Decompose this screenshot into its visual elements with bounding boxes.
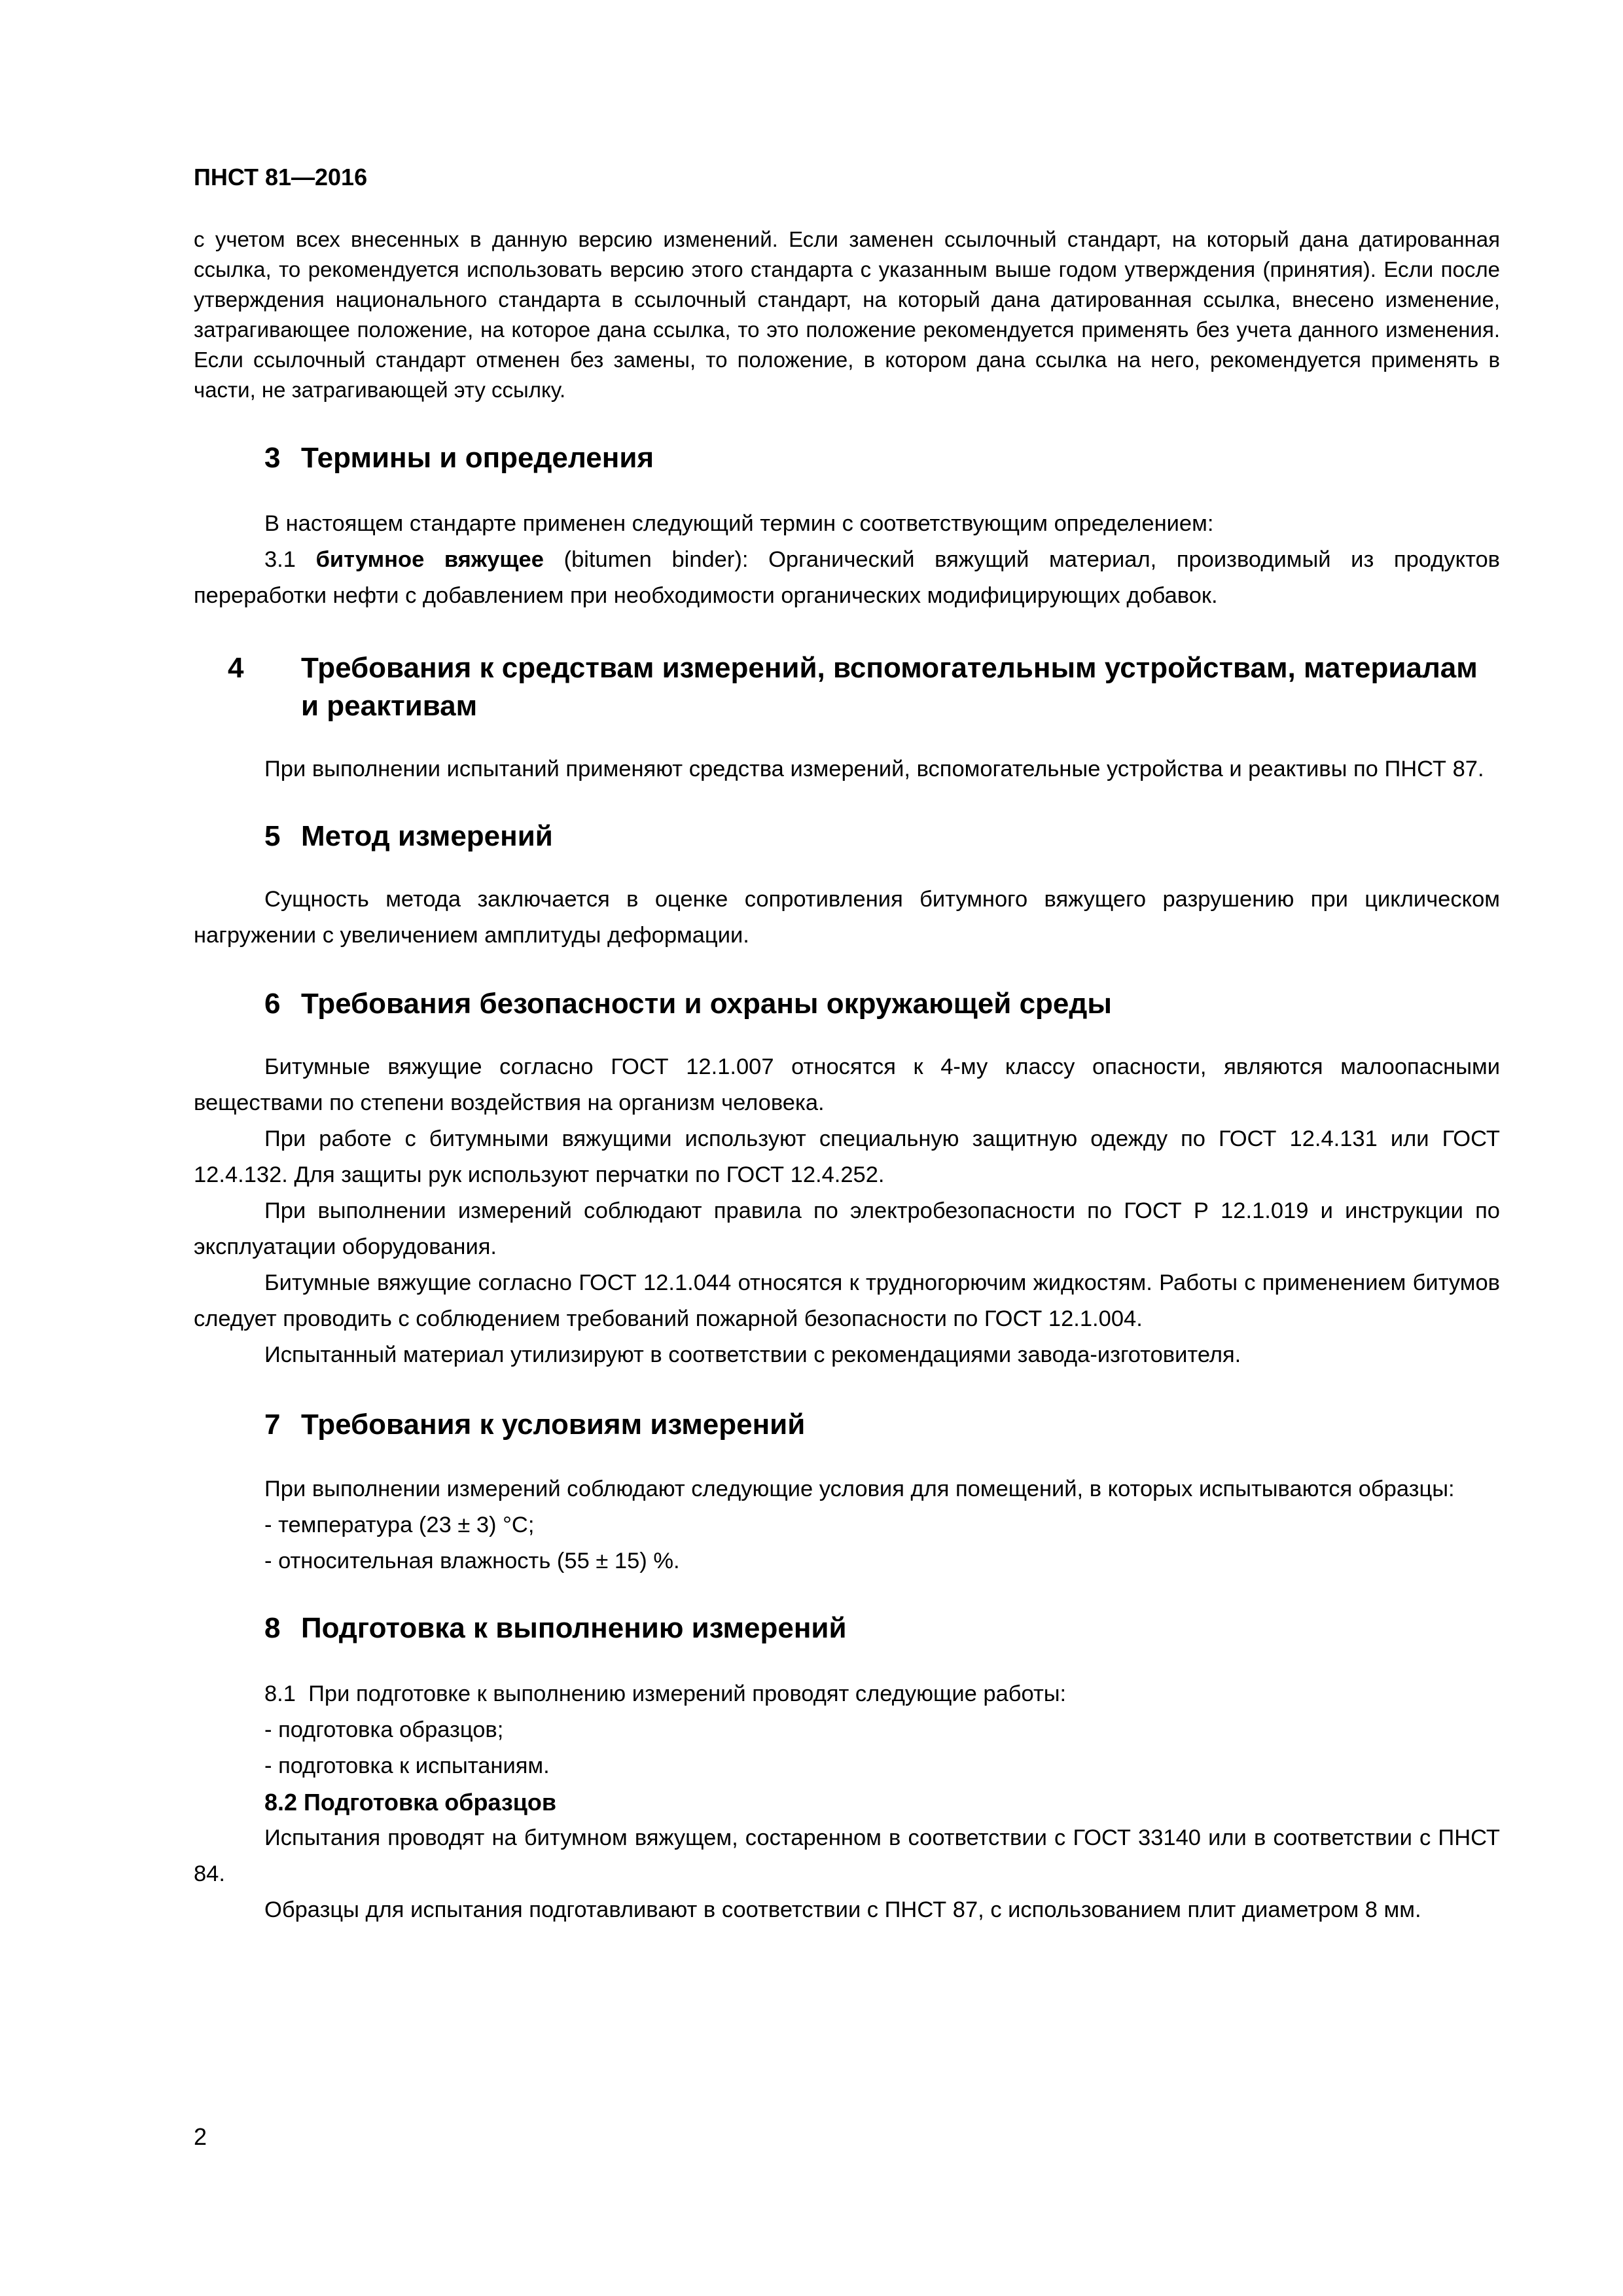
section-6-paragraph-4: Битумные вяжущие согласно ГОСТ 12.1.044 относятся к трудногорючим жидкостям. Работы с применением битумов следует проводить с соблюдением требований пожарной безопасности по ГОСТ 12.1.004. bbox=[194, 1270, 1500, 1331]
section-3-heading bbox=[194, 439, 1500, 477]
list-item: - относительная влажность (55 ± 15) %. bbox=[264, 1549, 680, 1573]
definition-3-1 bbox=[194, 542, 1500, 614]
section-6-heading bbox=[194, 985, 1500, 1023]
section-6-paragraph-2: При работе с битумными вяжущими используют специальную защитную одежду по ГОСТ 12.4.131 или ГОСТ 12.4.132. Для защиты рук используют перчатки по ГОСТ 12.4.252. bbox=[194, 1126, 1500, 1187]
section-title: Требования к средствам измерений, вспомогательным устройствам, материалам и реактивам bbox=[301, 652, 1478, 722]
section-5-heading bbox=[194, 817, 1500, 855]
section-title: Термины и определения bbox=[301, 442, 654, 474]
section-number: 8 bbox=[264, 1612, 281, 1644]
section-8-heading bbox=[194, 1609, 1500, 1647]
section-number: 4 bbox=[228, 652, 244, 684]
section-4-paragraph: При выполнении испытаний применяют средства измерений, вспомогательные устройства и реактивы по ПНСТ 87. bbox=[264, 757, 1484, 781]
list-item: - подготовка образцов; bbox=[264, 1717, 504, 1742]
section-6-paragraph-3: При выполнении измерений соблюдают правила по электробезопасности по ГОСТ Р 12.1.019 и инструкции по эксплуатации оборудования. bbox=[194, 1198, 1500, 1259]
definition-text: (bitumen binder): Органический вяжущий материал, производимый из продуктов переработки нефти с добавлением при необходимости органических модифицирующих добавок. bbox=[194, 547, 1500, 608]
section-8-1-paragraph: 8.1 При подготовке к выполнению измерений проводят следующие работы: bbox=[264, 1681, 1067, 1706]
section-title: Метод измерений bbox=[301, 820, 553, 852]
section-title: Требования безопасности и охраны окружающей среды bbox=[301, 988, 1112, 1020]
section-4-heading bbox=[194, 649, 1500, 725]
section-number: 6 bbox=[264, 988, 281, 1020]
list-item: - температура (23 ± 3) °С; bbox=[264, 1513, 535, 1537]
document-code: ПНСТ 81—2016 bbox=[194, 164, 368, 190]
section-number: 3 bbox=[264, 442, 281, 474]
section-number: 5 bbox=[264, 820, 281, 852]
section-7-heading bbox=[194, 1406, 1500, 1444]
definition-number: 3.1 bbox=[264, 547, 296, 572]
subsection-8-2-heading: 8.2 Подготовка образцов bbox=[264, 1789, 557, 1816]
definition-term: битумное вяжущее bbox=[315, 547, 544, 572]
section-8-2-paragraph-2: Образцы для испытания подготавливают в соответствии с ПНСТ 87, с использованием плит диаметром 8 мм. bbox=[264, 1897, 1421, 1922]
list-item: - подготовка к испытаниям. bbox=[264, 1753, 550, 1778]
section-5-paragraph: Сущность метода заключается в оценке сопротивления битумного вяжущего разрушению при циклическом нагружении с увеличением амплитуды деформации. bbox=[194, 887, 1500, 948]
page-number: 2 bbox=[194, 2123, 207, 2150]
section-7-paragraph: При выполнении измерений соблюдают следующие условия для помещений, в которых испытываются образцы: bbox=[264, 1477, 1455, 1501]
section-8-2-paragraph-1: Испытания проводят на битумном вяжущем, состаренном в соответствии с ГОСТ 33140 или в соответствии с ПНСТ 84. bbox=[194, 1825, 1500, 1886]
document-body bbox=[194, 224, 1500, 1928]
section-number: 7 bbox=[264, 1408, 281, 1441]
section-title: Подготовка к выполнению измерений bbox=[301, 1612, 847, 1644]
intro-paragraph: с учетом всех внесенных в данную версию изменений. Если заменен ссылочный стандарт, на который дана датированная ссылка, то рекомендуется использовать версию этого стандарта с указанным выше годом утверждения (принятия). Если после утверждения национального стандарта в ссылочный стандарт, на который дана датированная ссылка, внесено изменение, затрагивающее положение, на которое дана ссылка, то это положение рекомендуется применять без учета данного изменения. Если ссылочный стандарт отменен без замены, то положение, в котором дана ссылка на него, рекомендуется применять в части, не затрагивающей эту ссылку. bbox=[194, 227, 1500, 402]
section-6-paragraph-5: Испытанный материал утилизируют в соответствии с рекомендациями завода-изготовителя. bbox=[264, 1342, 1241, 1367]
section-3-paragraph: В настоящем стандарте применен следующий термин с соответствующим определением: bbox=[264, 511, 1214, 536]
section-title: Требования к условиям измерений bbox=[301, 1408, 806, 1441]
section-6-paragraph-1: Битумные вяжущие согласно ГОСТ 12.1.007 относятся к 4-му классу опасности, являются малоопасными веществами по степени воздействия на организм человека. bbox=[194, 1054, 1500, 1115]
